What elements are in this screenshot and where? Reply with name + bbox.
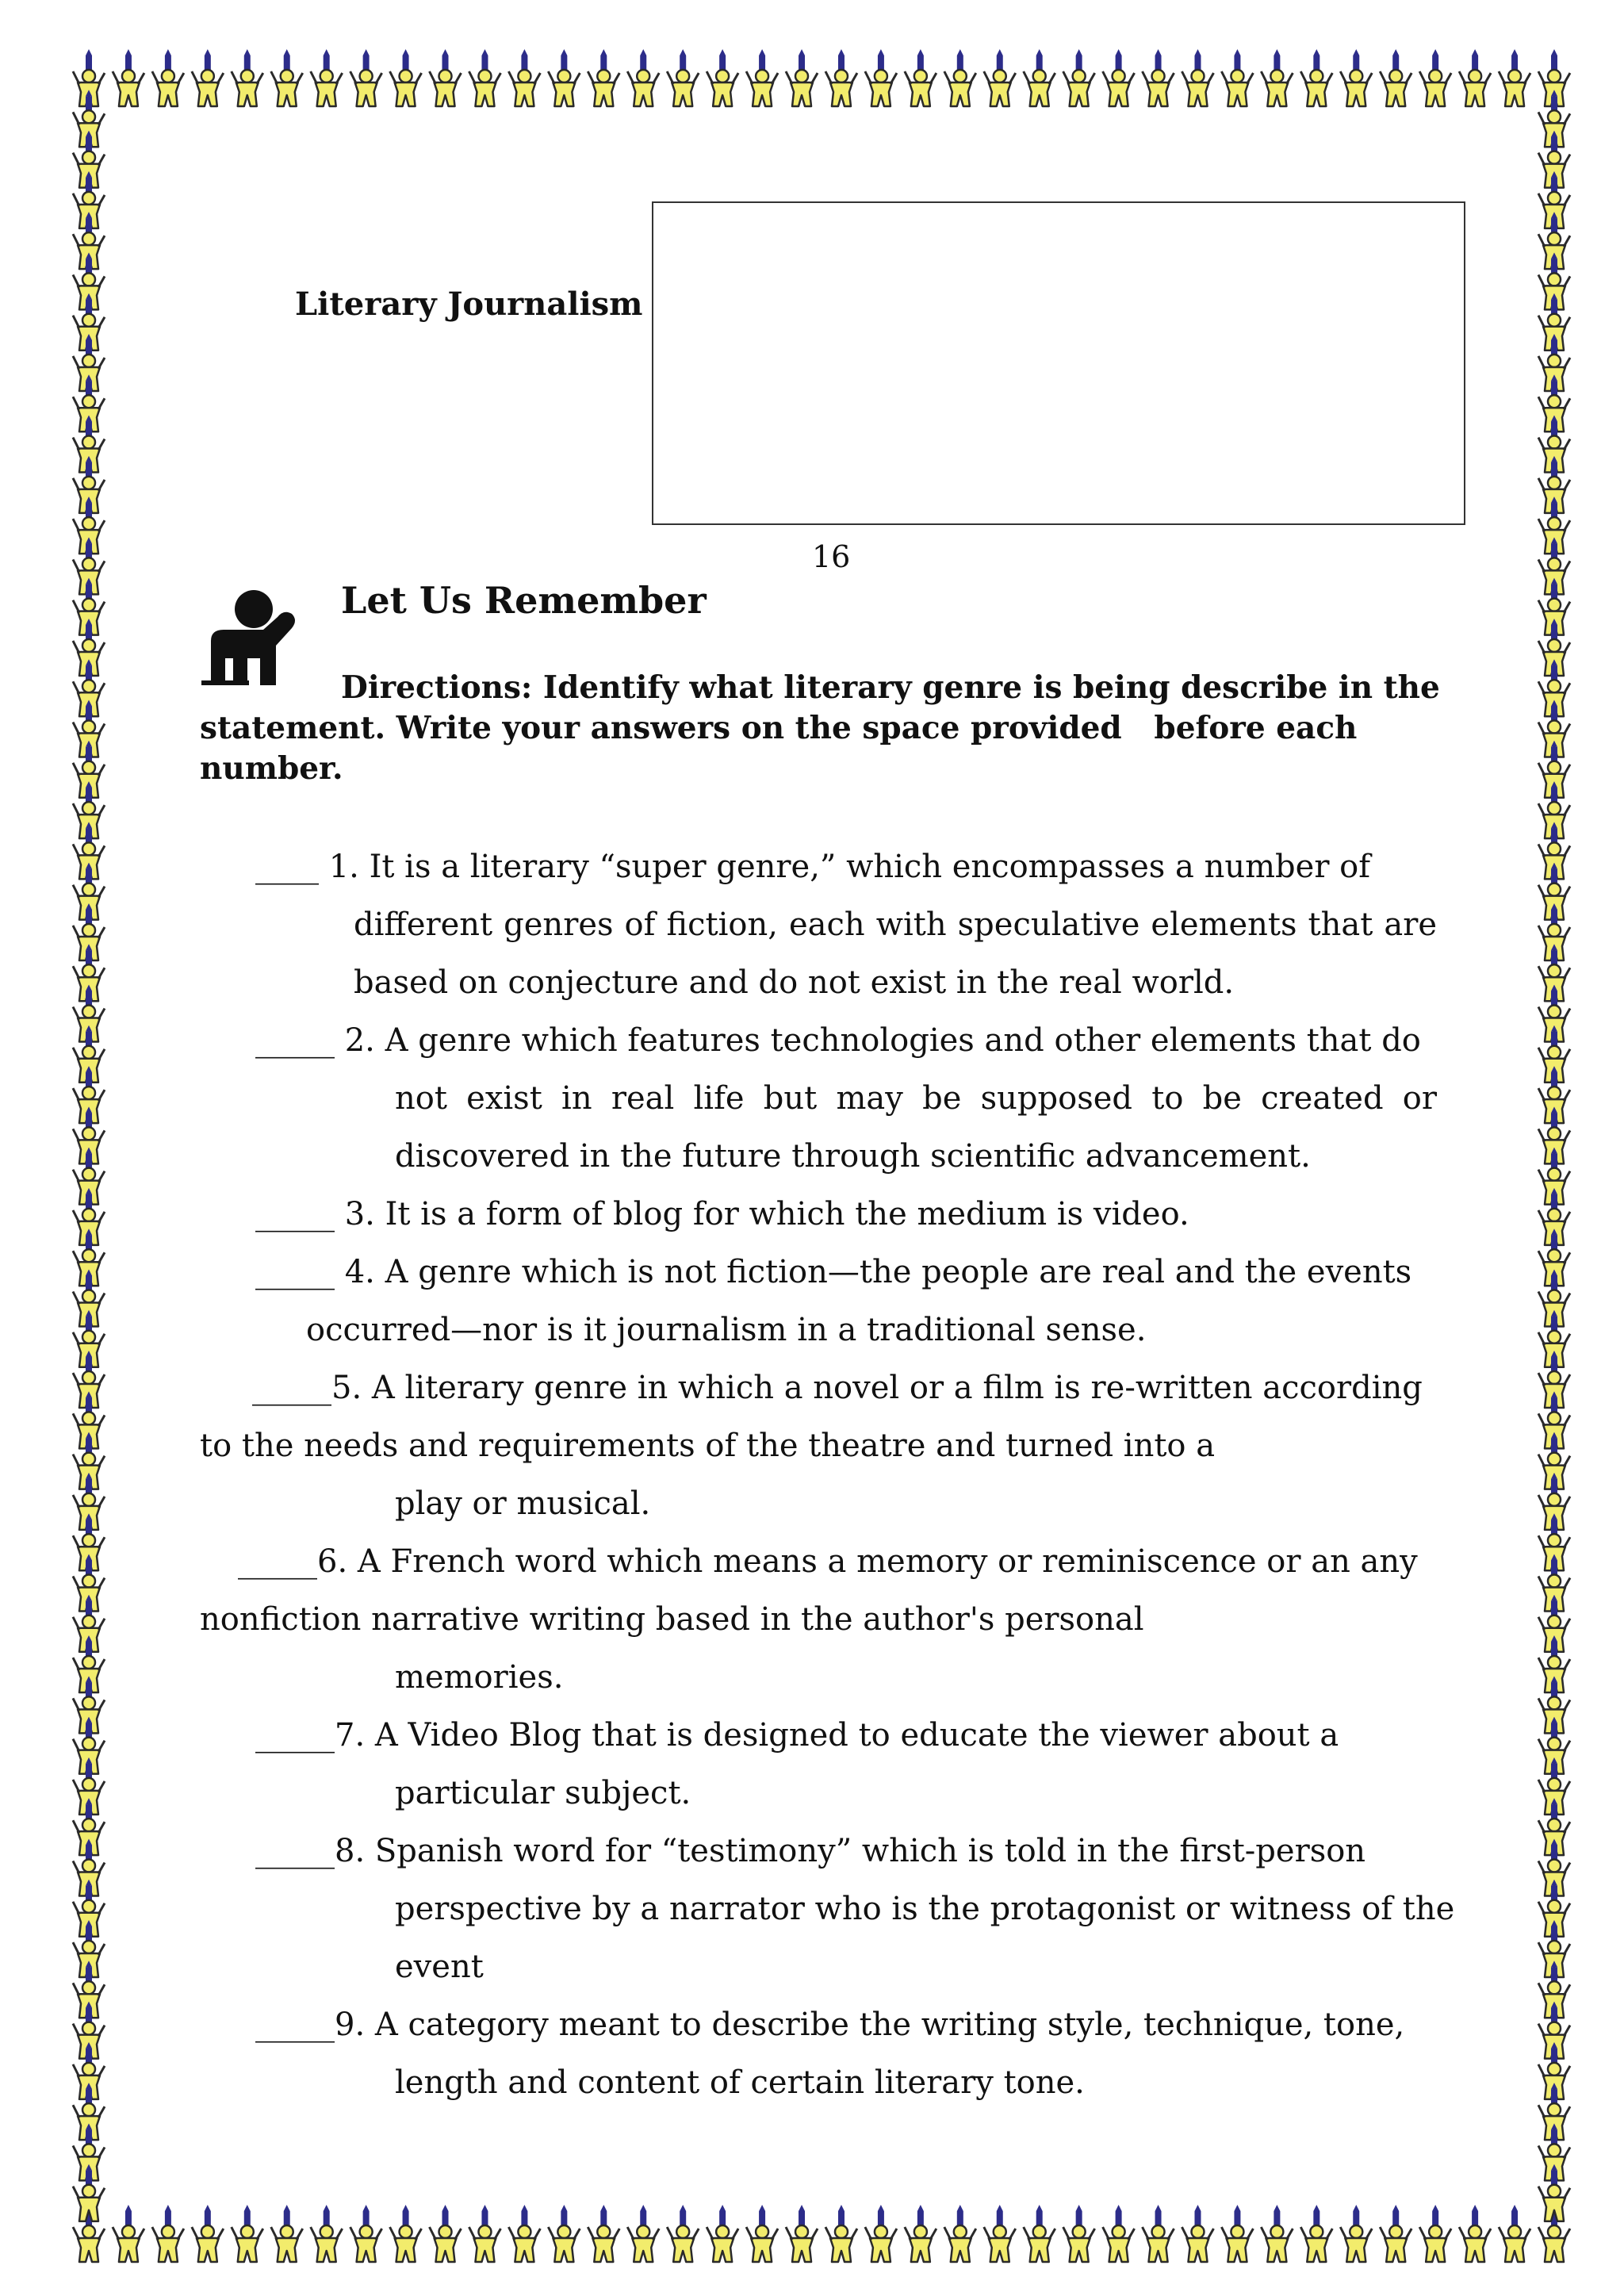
pencil-kid-icon [905, 2205, 936, 2262]
question-5-line-1: _____5. A literary genre in which a novel or a film is re-written according [252, 1370, 1423, 1406]
question-8-line-3: event [395, 1949, 484, 1985]
pencil-kid-icon [271, 2205, 303, 2262]
pencil-kid-icon [1300, 49, 1332, 106]
pencil-kid-icon [1538, 2164, 1570, 2221]
pencil-kid-icon [707, 49, 738, 106]
pencil-kid-icon [548, 49, 580, 106]
question-4-line-2: occurred—nor is it journalism in a traditional sense. [306, 1312, 1147, 1348]
pencil-kid-icon [786, 2205, 818, 2262]
page-number: 16 [812, 539, 851, 574]
literary-journalism-label: Literary Journalism [295, 286, 643, 323]
pencil-kid-icon [1221, 49, 1253, 106]
question-1-line-2: different genres of fiction, each with speculative elements that are [354, 907, 1437, 943]
pencil-kid-icon [905, 49, 936, 106]
question-7-line-1: _____7. A Video Blog that is designed to educate the viewer about a [255, 1717, 1339, 1754]
question-2-line-1: _____ 2. A genre which features technologies and other elements that do [255, 1022, 1421, 1059]
directions-line: Directions: Identify what literary genre is being describe in the [341, 669, 1440, 706]
pencil-kid-icon [192, 49, 224, 106]
pencil-kid-icon [746, 49, 778, 106]
question-7-line-2: particular subject. [395, 1775, 691, 1811]
pencil-kid-icon [825, 2205, 857, 2262]
pencil-kid-icon [1024, 49, 1055, 106]
pencil-kid-icon [508, 49, 540, 106]
pencil-kid-icon [1300, 2205, 1332, 2262]
pencil-kid-icon [73, 2164, 105, 2221]
pencil-kid-icon [825, 49, 857, 106]
pencil-kid-icon [1261, 2205, 1293, 2262]
pencil-kid-icon [865, 49, 897, 106]
pencil-kid-icon [1261, 49, 1293, 106]
pencil-kid-icon [311, 2205, 343, 2262]
pencil-kid-icon [1380, 49, 1411, 106]
pencil-kid-icon [1459, 2205, 1491, 2262]
pencil-kid-icon [311, 49, 343, 106]
pencil-kid-icon [1380, 2205, 1411, 2262]
question-5-line-3: play or musical. [395, 1485, 651, 1522]
pencil-kid-icon [390, 2205, 422, 2262]
pencil-kid-icon [1063, 2205, 1095, 2262]
pencil-kid-icon [1419, 2205, 1451, 2262]
pencil-kid-icon [1182, 49, 1213, 106]
question-8-line-1: _____8. Spanish word for “testimony” which is told in the first-person [255, 1833, 1366, 1869]
question-6-line-1: _____6. A French word which means a memory or reminiscence or an any [238, 1543, 1418, 1580]
question-8-line-2: perspective by a narrator who is the protagonist or witness of the [395, 1891, 1455, 1927]
pencil-kid-icon [1221, 2205, 1253, 2262]
question-3-line-1: _____ 3. It is a form of blog for which the medium is video. [255, 1196, 1189, 1232]
pencil-kid-icon [865, 2205, 897, 2262]
pencil-kid-icon [508, 2205, 540, 2262]
answer-box[interactable] [652, 201, 1465, 525]
pencil-kid-icon [113, 49, 144, 106]
pencil-kid-icon [152, 49, 184, 106]
pencil-kid-icon [1063, 49, 1095, 106]
pencil-kid-icon [469, 49, 500, 106]
pencil-kid-icon [1182, 2205, 1213, 2262]
question-1-line-1: ____ 1. It is a literary “super genre,” which encompasses a number of [255, 849, 1371, 885]
pencil-kid-icon [152, 2205, 184, 2262]
pencil-kid-icon [192, 2205, 224, 2262]
pencil-kid-icon [984, 49, 1016, 106]
pencil-kid-icon [786, 49, 818, 106]
pencil-kid-icon [350, 2205, 382, 2262]
pencil-kid-icon [1499, 49, 1530, 106]
question-1-line-3: based on conjecture and do not exist in the real world. [354, 964, 1235, 1001]
directions-line: number. [200, 750, 343, 787]
pencil-kid-icon [350, 49, 382, 106]
pencil-kid-icon [627, 49, 659, 106]
pencil-kid-icon [430, 49, 462, 106]
question-4-line-1: _____ 4. A genre which is not fiction—the people are real and the events [255, 1254, 1412, 1290]
question-6-line-2: nonfiction narrative writing based in the author's personal [200, 1601, 1144, 1638]
pencil-kid-icon [390, 49, 422, 106]
pencil-kid-icon [667, 2205, 699, 2262]
pencil-kid-icon [548, 2205, 580, 2262]
directions-line: statement. Write your answers on the space provided before each [200, 710, 1358, 746]
pencil-kid-icon [944, 2205, 976, 2262]
pencil-kid-icon [667, 49, 699, 106]
pencil-kid-icon [1143, 2205, 1174, 2262]
pencil-kid-icon [707, 2205, 738, 2262]
pencil-kid-icon [430, 2205, 462, 2262]
directions-text [200, 668, 1469, 789]
pencil-kid-icon [1419, 49, 1451, 106]
pencil-kid-icon [232, 2205, 263, 2262]
pencil-kid-icon [627, 2205, 659, 2262]
pencil-kid-icon [232, 49, 263, 106]
question-9-line-2: length and content of certain literary tone. [395, 2064, 1085, 2101]
pencil-kid-icon [1459, 49, 1491, 106]
question-5-line-2: to the needs and requirements of the theatre and turned into a [200, 1428, 1216, 1464]
question-9-line-1: _____9. A category meant to describe the writing style, technique, tone, [255, 2007, 1405, 2043]
pencil-kid-icon [469, 2205, 500, 2262]
pencil-kid-icon [944, 49, 976, 106]
question-2-line-3: discovered in the future through scientific advancement. [395, 1138, 1311, 1175]
pencil-kid-icon [1340, 2205, 1372, 2262]
pencil-kid-icon [746, 2205, 778, 2262]
pencil-kid-icon [271, 49, 303, 106]
pencil-kid-icon [1024, 2205, 1055, 2262]
pencil-kid-icon [984, 2205, 1016, 2262]
pencil-kid-icon [1103, 49, 1135, 106]
question-6-line-3: memories. [395, 1659, 564, 1696]
pencil-kid-icon [1499, 2205, 1530, 2262]
pencil-kid-icon [588, 49, 619, 106]
section-title: Let Us Remember [341, 579, 707, 622]
pencil-kid-icon [1340, 49, 1372, 106]
pencil-kid-icon [113, 2205, 144, 2262]
pencil-kid-icon [1143, 49, 1174, 106]
pencil-kid-icon [588, 2205, 619, 2262]
question-2-line-2: not exist in real life but may be supposed to be created or [395, 1080, 1437, 1117]
pencil-kid-icon [1103, 2205, 1135, 2262]
